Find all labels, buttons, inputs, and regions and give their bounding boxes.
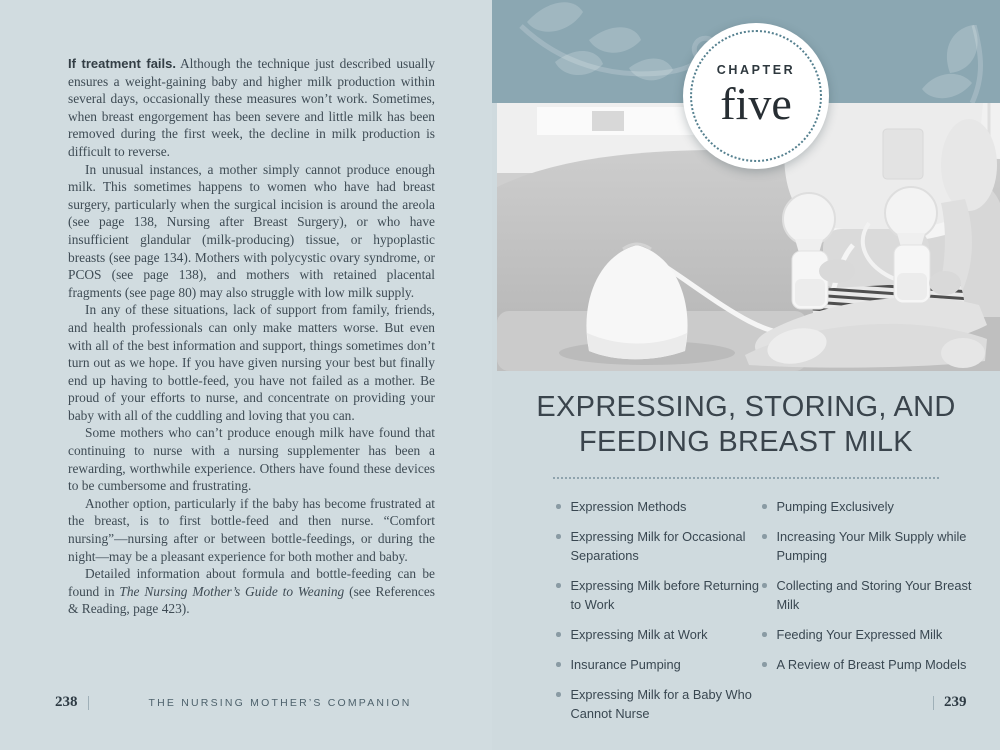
- page-number: 239: [944, 694, 967, 710]
- right-page-footer: [923, 694, 967, 711]
- topic-label: Expressing Milk before Returning to Work: [570, 578, 759, 612]
- topic-label: Insurance Pumping: [570, 657, 681, 672]
- topic-item: [556, 625, 761, 644]
- bullet-icon: [556, 583, 561, 588]
- bullet-icon: [762, 662, 767, 667]
- bullet-icon: [556, 504, 561, 509]
- topic-label: Feeding Your Expressed Milk: [776, 627, 943, 642]
- footer-divider: [933, 696, 934, 710]
- topic-item: [762, 576, 972, 614]
- paragraph-text: (see References & Reading, page 423).: [68, 583, 436, 617]
- topic-item: [556, 655, 761, 674]
- topic-label: Collecting and Storing Your Breast Milk: [776, 578, 972, 612]
- paragraph-text: Detailed information about formula and bottle-feeding can be found in: [68, 566, 435, 599]
- bullet-icon: [762, 583, 767, 588]
- paragraph-text: In any of these situations, lack of support from family, friends, and health professionals can only make matters worse. But even with all of the best information and support, things sometimes don’t turn out as we hope. If you have given nursing your best but finally end up having to bottle-feed, you have not failed as a mother. Be proud of your efforts to nurse, and concentrate on providing your baby with all of the cuddling and loving that you can.: [68, 302, 435, 423]
- bullet-icon: [762, 504, 767, 509]
- leaf-corner-icon: [920, 25, 1000, 103]
- topic-item: [762, 527, 972, 565]
- paragraph-text: Some mothers who can’t produce enough milk have found that continuing to nurse with a nursing supplementer has been a rewarding, worthwhile experience. Others have found these devices to be cumbersome and frustrating.: [68, 425, 435, 494]
- left-page: [0, 0, 492, 750]
- dotted-ring-icon: [690, 30, 822, 162]
- topic-label: Expressing Milk for Occasional Separations: [570, 529, 746, 563]
- left-page-footer: [55, 694, 411, 711]
- topics-column-left: [556, 497, 761, 734]
- bullet-icon: [556, 662, 561, 667]
- topic-item: [556, 685, 761, 723]
- topic-label: Increasing Your Milk Supply while Pumping: [776, 529, 967, 563]
- paragraph: [68, 55, 435, 161]
- chapter-title-line1: EXPRESSING, STORING, AND: [536, 391, 956, 423]
- bullet-icon: [556, 534, 561, 539]
- bullet-icon: [762, 534, 767, 539]
- topic-label: Expressing Milk for a Baby Who Cannot Nurse: [570, 687, 752, 721]
- topic-label: Pumping Exclusively: [776, 499, 894, 514]
- right-page: [492, 0, 1000, 750]
- paragraph: [68, 495, 435, 565]
- book-title-reference: The Nursing Mother’s Guide to Weaning: [119, 583, 345, 599]
- paragraph: [68, 301, 435, 424]
- chapter-badge: [683, 23, 829, 169]
- paragraph: [68, 161, 435, 302]
- paragraph-text: Another option, particularly if the baby has become frustrated at the breast, is to first bottle-feed and then nurse. “Comfort nursing”—nursing after or between bottle-feedings, or during the night—may be a pleasant experience for both mother and baby.: [68, 495, 435, 564]
- topic-item: [556, 497, 761, 516]
- body-text-column: [68, 55, 435, 618]
- topic-item: [762, 625, 972, 644]
- chapter-title: [492, 390, 1000, 460]
- bullet-icon: [556, 692, 561, 697]
- topic-item: [556, 576, 761, 614]
- chapter-label: CHAPTER: [716, 63, 796, 77]
- paragraph: [68, 424, 435, 494]
- bullet-icon: [762, 632, 767, 637]
- paragraph-lead: If treatment fails.: [68, 56, 176, 71]
- topic-label: Expressing Milk at Work: [570, 627, 708, 642]
- running-title: THE NURSING MOTHER’S COMPANION: [148, 696, 412, 709]
- paragraph: [68, 565, 435, 618]
- topic-item: [762, 655, 972, 674]
- chapter-title-line2: FEEDING BREAST MILK: [579, 426, 913, 458]
- page-number: 238: [55, 694, 78, 710]
- topics-column-right: [762, 497, 972, 685]
- topic-label: Expression Methods: [570, 499, 687, 514]
- topic-item: [762, 497, 972, 516]
- dotted-divider: [553, 477, 939, 479]
- bullet-icon: [556, 632, 561, 637]
- topic-label: A Review of Breast Pump Models: [776, 657, 967, 672]
- footer-divider: [88, 696, 89, 710]
- topic-item: [556, 527, 761, 565]
- paragraph-text: In unusual instances, a mother simply cannot produce enough milk. This sometimes happens to women who have had breast surgery, particularly when the surgical incision is around the areola (see page 138, Nursing after Breast Surgery), or who have insufficient glandular (milk-producing) tissue, or hypoplastic breasts (see page 134). Mothers with polycystic ovary syndrome, or PCOS (see page 138), and mothers with retained placental fragments (see page 80) may also struggle with low milk supply.: [68, 161, 435, 300]
- chapter-number: five: [720, 78, 792, 129]
- paragraph-text: Although the technique just described usually ensures a weight-gaining baby and higher milk production within several days, occasionally these measures won’t work. Sometimes, when breast engorgement has been severe and little milk has been removed during the first week, the decline in milk production is difficult to reverse.: [68, 56, 435, 159]
